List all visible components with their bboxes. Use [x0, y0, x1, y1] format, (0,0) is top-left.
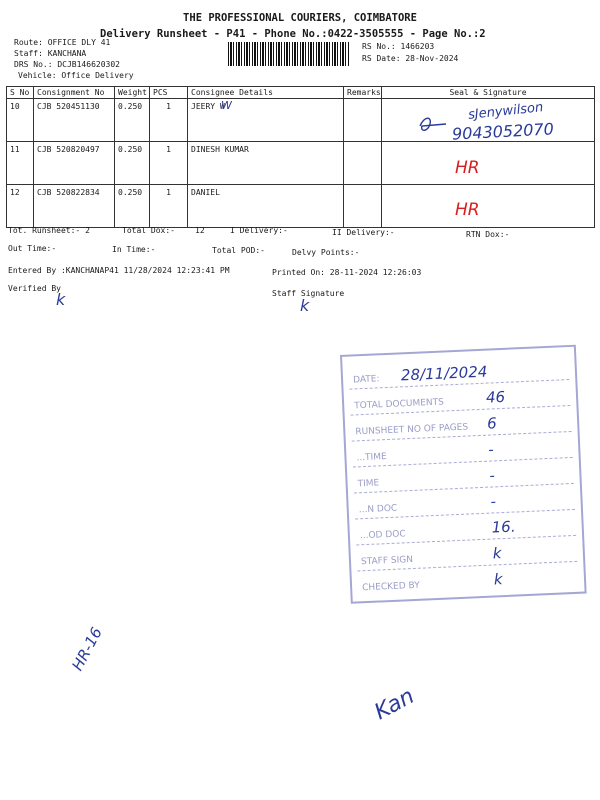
stamp-checked-by-value: k — [493, 570, 504, 589]
recipient-phone: 9043052070 — [451, 119, 555, 144]
cell-remarks — [344, 185, 382, 228]
stamp-row6-label: ...OD DOC — [359, 529, 406, 542]
cell-sno: 10 — [7, 99, 34, 142]
table-header-row — [7, 87, 595, 99]
stamp-row3-label: ...TIME — [356, 452, 387, 464]
col-consignee: Consignee Details — [188, 87, 344, 99]
out-time: Out Time:- — [8, 244, 57, 253]
bottom-signature: Kan — [370, 683, 419, 726]
stamp-pages-value: 6 — [486, 414, 498, 433]
cell-weight: 0.250 — [115, 142, 150, 185]
total-dox-label: Total Dox:- — [122, 226, 175, 235]
stamp-pages-label: RUNSHEET NO OF PAGES — [355, 422, 469, 438]
stamp-staff-sign-label: STAFF SIGN — [360, 555, 414, 568]
i-delivery: I Delivery:- — [230, 226, 288, 235]
rs-no-field: RS No.: 1466203 — [362, 42, 435, 51]
col-weight: Weight — [115, 87, 150, 99]
table-row — [7, 185, 595, 228]
cell-pcs: 1 — [150, 185, 188, 228]
hr-mark-row3: HR — [455, 200, 480, 220]
cell-consignment: CJB 520820497 — [34, 142, 115, 185]
cell-consignment: CJB 520822834 — [34, 185, 115, 228]
stamp-row3-value: - — [487, 440, 495, 459]
cell-pcs: 1 — [150, 142, 188, 185]
stamp-checked-by-label: CHECKED BY — [361, 580, 420, 594]
table-row — [7, 142, 595, 185]
in-time: In Time:- — [112, 245, 156, 254]
runsheet-title: Delivery Runsheet - P41 - Phone No.:0422-3505555 - Page No.:2 — [100, 28, 486, 40]
cell-weight: 0.250 — [115, 185, 150, 228]
staff-field: Staff: KANCHANA — [14, 49, 87, 58]
col-pcs: PCS — [150, 87, 188, 99]
stamp-total-docs-value: 46 — [485, 387, 506, 407]
verified-by-label: Verified By — [8, 284, 61, 293]
barcode — [228, 42, 350, 66]
margin-note: HR-16 — [68, 624, 106, 674]
signature-scribble-icon — [416, 112, 456, 138]
stamp-total-docs-label: TOTAL DOCUMENTS — [354, 397, 445, 412]
consignee-name: JEERY W — [191, 102, 225, 111]
stamp-row5-value: - — [490, 492, 497, 511]
total-dox-value: 12 — [195, 226, 205, 235]
vehicle-field: Vehicle: Office Delivery — [18, 71, 134, 80]
staff-signature-label: Staff Signature — [272, 289, 345, 298]
tot-runsheet: Tot. Runsheet:- 2 — [8, 226, 90, 235]
verified-initial: k — [56, 290, 66, 309]
cell-consignee: DANIEL — [188, 185, 344, 228]
drs-no-field: DRS No.: DCJB146620302 — [14, 60, 120, 69]
cell-sno: 12 — [7, 185, 34, 228]
cell-sno: 11 — [7, 142, 34, 185]
cell-seal — [382, 142, 595, 185]
cell-consignee — [188, 99, 344, 142]
col-remarks: Remarks — [344, 87, 382, 99]
cell-weight: 0.250 — [115, 99, 150, 142]
company-title: THE PROFESSIONAL COURIERS, COIMBATORE — [183, 12, 417, 24]
delvy-points: Delvy Points:- — [292, 248, 360, 257]
stamp-row4-value: - — [489, 466, 496, 485]
staff-initial: k — [300, 296, 310, 315]
col-sno: S No — [7, 87, 34, 99]
cell-consignment: CJB 520451130 — [34, 99, 115, 142]
stamp-row4-label: TIME — [357, 478, 380, 490]
rs-date-field: RS Date: 28-Nov-2024 — [362, 54, 459, 63]
cell-seal — [382, 185, 595, 228]
recipient-signature: sJenywilson — [467, 100, 544, 123]
cell-consignee: DINESH KUMAR — [188, 142, 344, 185]
col-consignment: Consignment No — [34, 87, 115, 99]
stamp-row5-label: ...N DOC — [358, 503, 398, 516]
rtn-dox: RTN Dox:- — [466, 230, 510, 239]
stamp-date-value: 28/11/2024 — [400, 362, 488, 385]
cell-pcs: 1 — [150, 99, 188, 142]
cell-remarks — [344, 142, 382, 185]
stamp-date-label: DATE: — [352, 374, 380, 386]
printed-on: Printed On: 28-11-2024 12:26:03 — [272, 268, 422, 277]
entered-by: Entered By :KANCHANAP41 11/28/2024 12:23:41 PM — [8, 266, 230, 275]
stamp-staff-sign-value: k — [492, 544, 502, 563]
hr-mark-row2: HR — [455, 158, 480, 178]
total-pod: Total POD:- — [212, 246, 265, 255]
handwritten-initial: W — [221, 99, 232, 112]
route-field: Route: OFFICE DLY 41 — [14, 38, 111, 47]
verification-stamp — [340, 345, 587, 604]
cell-remarks — [344, 99, 382, 142]
stamp-row6-value: 16. — [491, 517, 516, 537]
ii-delivery: II Delivery:- — [332, 228, 395, 237]
col-seal-signature: Seal & Signature — [382, 87, 595, 99]
